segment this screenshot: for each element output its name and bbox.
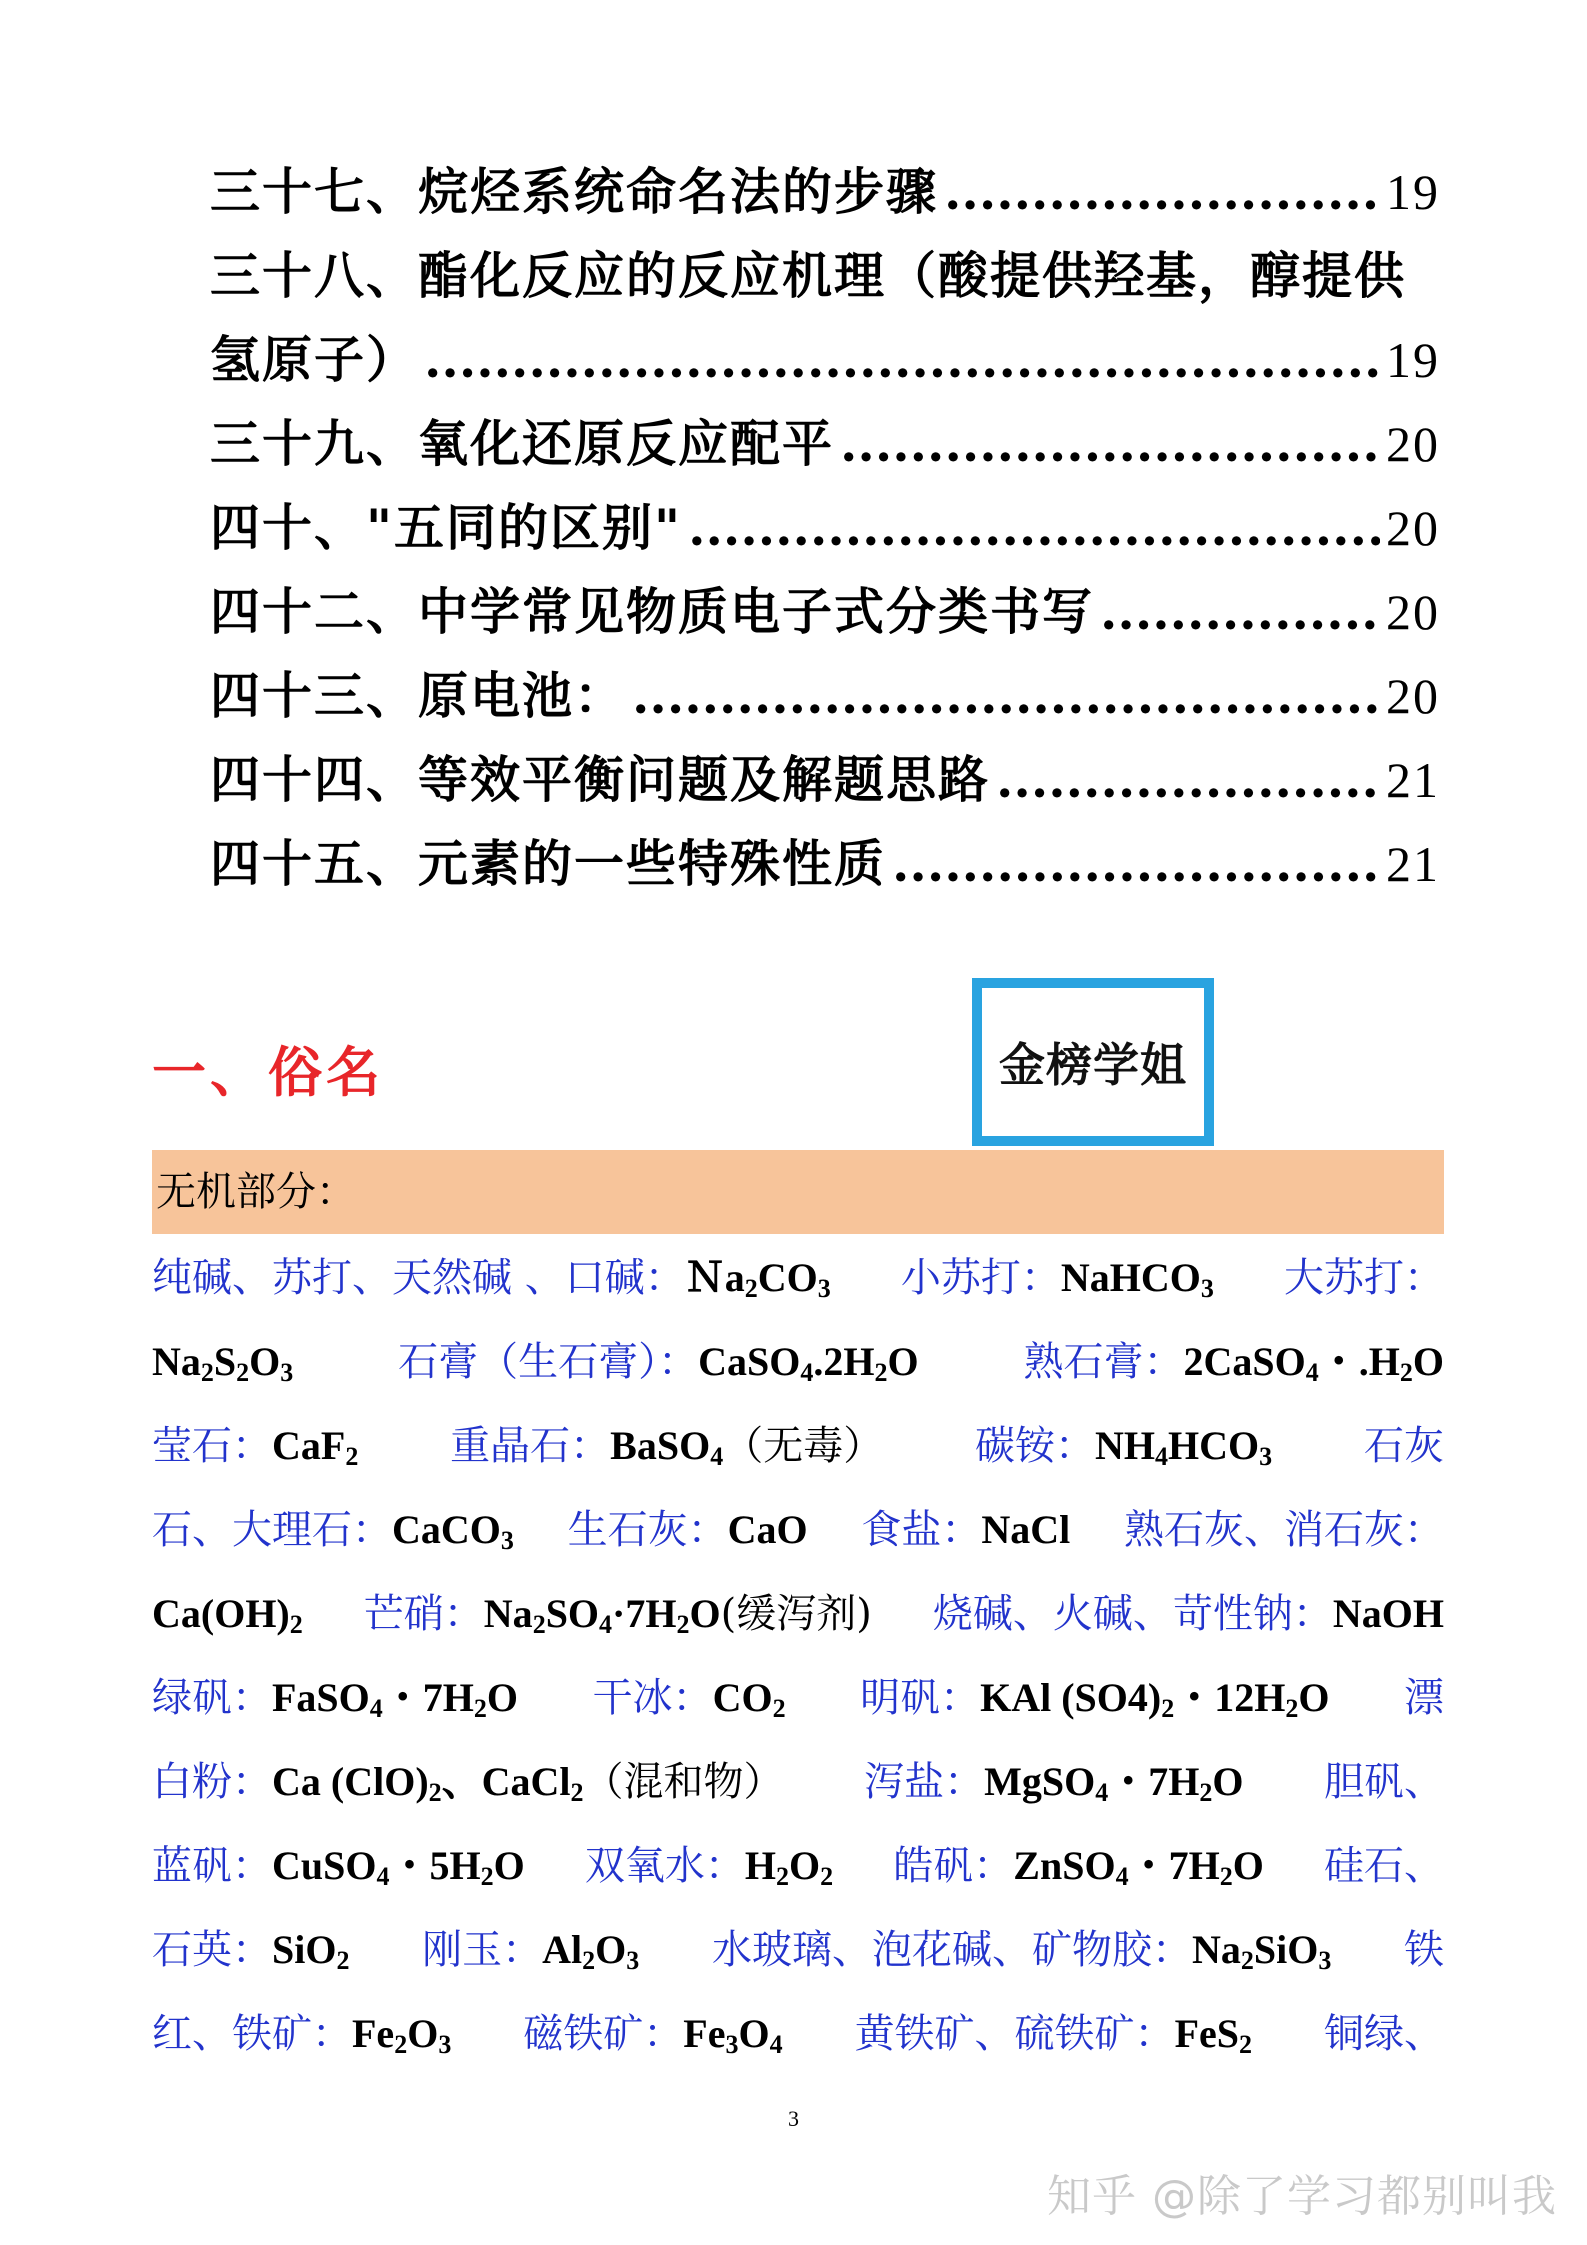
name-text: 生石灰： <box>567 1507 728 1553</box>
name-text: 蓝矾： <box>152 1843 272 1889</box>
content-line <box>152 1488 1444 1572</box>
toc-entry-page: 21 <box>1386 836 1440 892</box>
toc-entry-title: 三十九、氧化还原反应配平 <box>210 414 834 473</box>
toc-entry-title: 四十、"五同的区别" <box>210 498 683 557</box>
toc-leader-dots <box>1100 582 1380 641</box>
name-text: 碳铵： <box>975 1423 1096 1469</box>
formula: CaO <box>727 1507 808 1552</box>
section-heading: 一、俗名 <box>152 1040 384 1104</box>
subsection-title: 无机部分： <box>156 1169 356 1215</box>
toc-entry-continuation[interactable] <box>210 320 1440 404</box>
note-text: (缓泻剂) <box>720 1591 872 1637</box>
toc-entry-page: 21 <box>1386 752 1440 808</box>
name-text: 白粉： <box>152 1759 272 1805</box>
formula: NaOH <box>1332 1591 1444 1636</box>
name-text: 铜绿、 <box>1323 2011 1444 2057</box>
formula: $CaSO_4.2H_2O$ <box>698 1339 919 1387</box>
name-text: 双氧水： <box>584 1843 745 1889</box>
name-text: 石英： <box>152 1927 272 1973</box>
formula: 2CaSO$_4$・$.H_2O$ <box>1183 1339 1444 1387</box>
name-text: 纯碱、苏打、天然碱 、口碱： <box>152 1255 685 1301</box>
toc-entry[interactable] <box>210 740 1440 824</box>
toc-leader-dots <box>632 666 1380 725</box>
name-text: 莹石： <box>152 1423 272 1469</box>
toc-leader-dots <box>996 750 1380 809</box>
name-text: 芒硝： <box>363 1591 484 1637</box>
name-text: 食盐： <box>861 1507 982 1553</box>
formula: $Na_2SiO_3$ <box>1191 1927 1332 1975</box>
name-text: 皓矾： <box>893 1843 1014 1889</box>
name-text: 石灰 <box>1363 1423 1444 1469</box>
formula: ZnSO$_4$・$7H_2O$ <box>1013 1843 1264 1891</box>
formula: MgSO$_4$・$7H_2O$ <box>984 1759 1244 1807</box>
formula: $Fe_3O_4$ <box>683 2011 783 2059</box>
toc-entry[interactable] <box>210 824 1440 908</box>
name-text: 红、铁矿： <box>152 2011 352 2057</box>
name-text: 泻盐： <box>864 1759 985 1805</box>
formula: NaCl <box>981 1507 1071 1552</box>
name-text: 熟石膏： <box>1023 1339 1184 1385</box>
name-text: 磁铁矿： <box>523 2011 684 2057</box>
toc-entry-page: 20 <box>1386 584 1440 640</box>
content-line <box>152 1320 1444 1404</box>
toc-entry-title: 四十四、等效平衡问题及解题思路 <box>210 750 990 809</box>
toc-leader-dots <box>840 414 1380 473</box>
formula: FaSO$_4$・$7H_2O$ <box>272 1675 519 1723</box>
toc-entry-page: 20 <box>1386 668 1440 724</box>
toc-entry-page: 20 <box>1386 416 1440 472</box>
toc-leader-dots <box>688 498 1380 557</box>
formula: $Na_2S_2O_3$ <box>152 1339 294 1387</box>
subsection-bar <box>152 1150 1444 1234</box>
content-line <box>152 1740 1444 1824</box>
name-text: 水玻璃、泡花碱、矿物胶： <box>711 1927 1192 1973</box>
name-text: 烧碱、火碱、苛性钠： <box>932 1591 1333 1637</box>
content-line <box>152 1908 1444 1992</box>
name-text: 硅石、 <box>1323 1843 1444 1889</box>
table-of-contents <box>210 152 1440 908</box>
formula: $Ca(OH)_2$ <box>152 1591 303 1639</box>
content-line <box>152 1992 1444 2076</box>
content-line <box>152 1824 1444 1908</box>
name-text: 熟石灰、消石灰： <box>1123 1507 1444 1553</box>
toc-entry-page: 19 <box>1386 332 1440 388</box>
toc-entry[interactable] <box>210 572 1440 656</box>
name-text: 铁 <box>1404 1927 1444 1973</box>
name-text: 小苏打： <box>900 1255 1061 1301</box>
toc-leader-dots <box>424 330 1380 389</box>
toc-entry-title: 四十五、元素的一些特殊性质 <box>210 834 886 893</box>
name-text: 重晶石： <box>450 1423 611 1469</box>
toc-entry-wrapped[interactable] <box>210 236 1440 320</box>
toc-entry-title: 四十三、原电池： <box>210 666 626 725</box>
toc-entry-title: 三十七、烷烃系统命名法的步骤 <box>210 162 938 221</box>
name-text: 石膏（生石膏）： <box>398 1339 699 1385</box>
formula: KAl $(SO4)_2$・$12H_2O$ <box>980 1675 1330 1723</box>
toc-leader-dots <box>892 834 1380 893</box>
toc-entry[interactable] <box>210 656 1440 740</box>
formula: CaCO$_3$ <box>392 1507 514 1555</box>
toc-entry-title: 四十二、中学常见物质电子式分类书写 <box>210 582 1094 641</box>
content-line <box>152 1404 1444 1488</box>
name-text: 明矾： <box>860 1675 981 1721</box>
toc-entry[interactable] <box>210 488 1440 572</box>
toc-entry[interactable] <box>210 404 1440 488</box>
formula: CuSO$_4$・$5H_2O$ <box>272 1843 525 1891</box>
zhihu-watermark: 知乎 @除了学习都别叫我 <box>1047 2171 1557 2222</box>
formula: CaF$_2$ <box>272 1423 359 1471</box>
formula: $Fe_2O_3$ <box>352 2011 452 2059</box>
formula: NaHCO$_3$ <box>1060 1255 1214 1303</box>
formula: $NH_4HCO_3$ <box>1095 1423 1273 1471</box>
name-text: 黄铁矿、硫铁矿： <box>854 2011 1175 2057</box>
formula: Ca $(ClO)_2$、CaCl$_2$ <box>272 1759 584 1807</box>
formula: SiO$_2$ <box>272 1927 350 1975</box>
name-text: 刚玉： <box>422 1927 543 1973</box>
formula: $H_2O_2$ <box>744 1843 834 1891</box>
name-text: 胆矾、 <box>1324 1759 1444 1805</box>
formula: FeS$_2$ <box>1174 2011 1252 2059</box>
toc-leader-dots <box>944 162 1380 221</box>
toc-entry-title: 三十八、酯化反应的反应机理（酸提供羟基，醇提供 <box>210 246 1406 305</box>
formula: $Al_2O_3$ <box>542 1927 640 1975</box>
toc-entry[interactable] <box>210 152 1440 236</box>
name-text: 绿矾： <box>152 1675 272 1721</box>
note-text: （无毒） <box>723 1423 884 1469</box>
content-line <box>152 1236 1444 1320</box>
brand-stamp-logo <box>972 978 1214 1146</box>
note-text: （混和物） <box>583 1759 784 1805</box>
formula: $CO_2$ <box>712 1675 786 1723</box>
formula: $Na_2CO_3$ <box>684 1255 831 1303</box>
brand-stamp-text: 金榜学姐 <box>999 1038 1187 1092</box>
content-line <box>152 1656 1444 1740</box>
toc-entry-page: 19 <box>1386 164 1440 220</box>
name-text: 漂 <box>1403 1675 1444 1721</box>
formula: BaSO$_4$ <box>610 1423 724 1471</box>
content-line <box>152 1572 1444 1656</box>
formula: $Na_2SO_4\cdot 7H_2O$ <box>483 1591 721 1639</box>
name-text: 大苏打： <box>1284 1255 1444 1301</box>
toc-entry-page: 20 <box>1386 500 1440 556</box>
common-names-list <box>152 1236 1444 2076</box>
page-number: 3 <box>788 2106 799 2131</box>
name-text: 干冰： <box>592 1675 713 1721</box>
toc-entry-title: 氢原子） <box>210 330 418 389</box>
name-text: 石、大理石： <box>152 1507 392 1553</box>
